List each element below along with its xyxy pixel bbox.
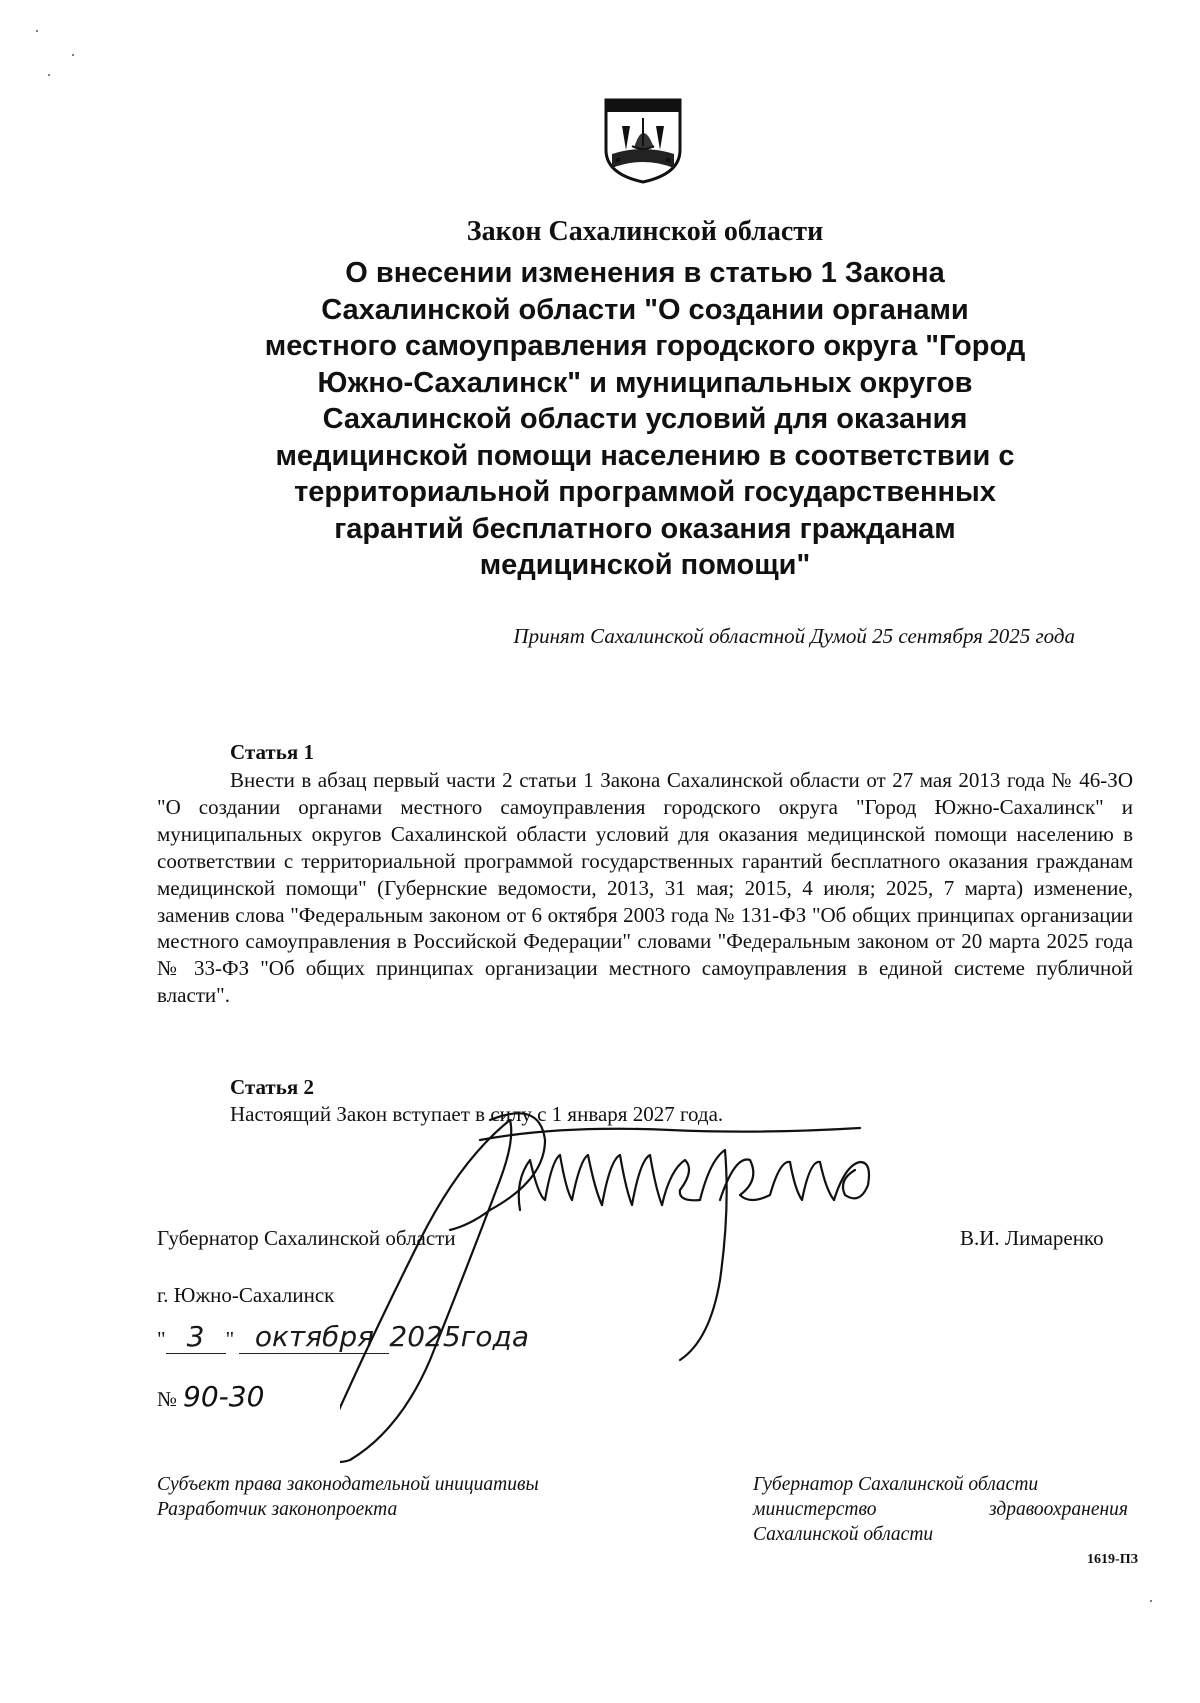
article-2-heading: Статья 2 — [230, 1075, 314, 1099]
scan-speck — [1150, 1600, 1152, 1602]
article-1-text: Внести в абзац первый части 2 статьи 1 Закона Сахалинской области от 27 мая 2013 года № 46-ЗО "О создании органами местного самоуправления городского округа "Город Южно-Сахалинск" и муниципальных округов Сахалинской области условий для оказания медицинской помощи населению в соответствии с территориальной программой государственных гарантий бесплатного оказания гражданам медицинской помощи" (Губернские ведомости, 2013, 31 мая; 2015, 4 июля; 2025, 7 марта) изменение, заменив слова "Федеральным законом от 6 октября 2003 года № 131-ФЗ "Об общих принципах организации местного самоуправления в Российской Федерации" словами "Федеральным законом от 20 марта 2025 года № 33-ФЗ "Об общих принципах организации местного самоуправления в единой системе публичной власти". — [157, 768, 1133, 1008]
coat-of-arms-icon — [604, 98, 682, 184]
subtitle-line: Сахалинской области условий для оказания — [322, 403, 968, 435]
signing-city: г. Южно-Сахалинск — [157, 1283, 335, 1307]
date-month: октября — [254, 1320, 374, 1353]
subtitle-line: медицинской помощи" — [479, 549, 811, 581]
date-year: 2025года — [389, 1320, 530, 1353]
law-title: Закон Сахалинской области — [466, 216, 824, 247]
law-number — [157, 1380, 264, 1413]
adoption-note: Принят Сахалинской областной Думой 25 сентября 2025 года — [513, 624, 1075, 648]
subtitle-line: О внесении изменения в статью 1 Закона — [345, 257, 945, 289]
signing-date: " 3 " октября 2025года — [157, 1320, 530, 1353]
number-value: 90-30 — [183, 1380, 265, 1413]
subtitle-line: Сахалинской области "О создании органами — [321, 293, 969, 326]
subtitle-line: местного самоуправления городского округа "Город — [264, 330, 1026, 362]
subtitle-line: медицинской помощи населению в соответствии с — [275, 439, 1015, 472]
subtitle-line: Южно-Сахалинск" и муниципальных округов — [317, 366, 973, 399]
number-sign: № — [157, 1387, 178, 1411]
footer-right — [753, 1472, 1128, 1547]
scan-speck — [72, 54, 74, 56]
handwritten-signature — [340, 1100, 960, 1480]
signatory-name: В.И. Лимаренко — [960, 1226, 1104, 1250]
subtitle-line: гарантий бесплатного оказания гражданам — [334, 512, 956, 545]
footer-right-word: министерство — [753, 1499, 877, 1520]
subtitle-line: территориальной программой государственных — [294, 476, 996, 508]
footer-left-line: Разработчик законопроекта — [157, 1499, 398, 1520]
footer-right-word: здравоохранения — [988, 1499, 1128, 1520]
footer-left — [157, 1472, 539, 1522]
date-day: 3 — [186, 1320, 205, 1353]
footer-right-line: Сахалинской области — [753, 1524, 934, 1545]
scan-speck — [48, 74, 50, 76]
footer-left-line: Субъект права законодательной инициативы — [157, 1474, 539, 1495]
article-1-heading: Статья 1 — [230, 740, 314, 764]
article-2-text: Настоящий Закон вступает в силу с 1 января 2027 года. — [230, 1102, 724, 1126]
law-subtitle — [180, 255, 1110, 584]
scan-speck — [36, 30, 38, 32]
document-code: 1619-ПЗ — [1087, 1552, 1138, 1567]
signatory-position: Губернатор Сахалинской области — [157, 1226, 456, 1250]
footer-right-line — [753, 1497, 1128, 1522]
footer-right-line: Губернатор Сахалинской области — [753, 1474, 1039, 1495]
